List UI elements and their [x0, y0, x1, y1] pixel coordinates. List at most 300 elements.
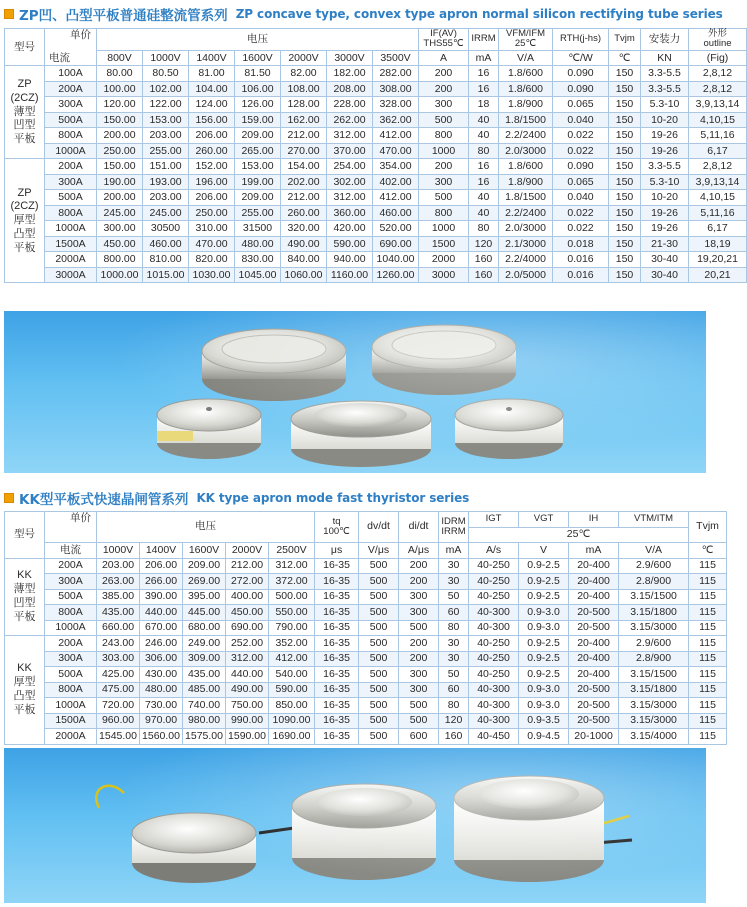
table-cell: 203.00	[143, 190, 189, 206]
table-cell: 300A	[45, 574, 97, 590]
table-cell: 500	[399, 713, 439, 729]
table-cell: 2000	[419, 252, 469, 268]
table-cell: 2,8,12	[689, 81, 747, 97]
table-cell: 10-20	[641, 112, 689, 128]
col-header-tq-line1: tq	[332, 515, 341, 527]
table-cell: 16-35	[315, 651, 359, 667]
table-cell: 0.9-2.5	[519, 558, 569, 574]
table-cell: 190.00	[97, 174, 143, 190]
table-cell: 800A	[45, 205, 97, 221]
table-cell: 460.00	[373, 205, 419, 221]
table-cell: 1575.00	[183, 729, 226, 745]
table-cell: 0.9-4.5	[519, 729, 569, 745]
table-cell: 60	[439, 682, 469, 698]
table-cell: 249.00	[183, 636, 226, 652]
table-cell: 150	[609, 252, 641, 268]
table-row	[5, 713, 727, 729]
table-row	[5, 143, 747, 159]
table-cell: 16	[469, 159, 499, 175]
table-cell: 5,11,16	[689, 205, 747, 221]
table-cell: 500A	[45, 667, 97, 683]
col-header-price: 单价	[70, 512, 91, 524]
table-cell: 30	[439, 558, 469, 574]
table-cell: 128.00	[281, 97, 327, 113]
table-cell: 266.00	[140, 574, 183, 590]
table-cell: 50	[439, 589, 469, 605]
table-cell: 500	[359, 636, 399, 652]
table-cell: 300	[399, 589, 439, 605]
table-cell: 850.00	[269, 698, 315, 714]
table-cell: 40-300	[469, 605, 519, 621]
table-cell: 0.022	[553, 205, 609, 221]
table-cell: 115	[689, 620, 727, 636]
table-cell: 115	[689, 589, 727, 605]
table-row	[5, 636, 727, 652]
col-header-temp: 25℃	[469, 527, 689, 543]
table-cell: 115	[689, 605, 727, 621]
table-cell: 208.00	[327, 81, 373, 97]
col-header-unit: A/s	[469, 543, 519, 559]
group-label	[5, 636, 45, 745]
table-cell: 300	[419, 174, 469, 190]
table-cell: 0.018	[553, 236, 609, 252]
table-cell: 20-400	[569, 667, 619, 683]
table-row	[5, 190, 747, 206]
table-cell: 1000A	[45, 620, 97, 636]
table-cell: 2.2/4000	[499, 252, 553, 268]
table-cell: 246.00	[140, 636, 183, 652]
table-cell: 50	[439, 667, 469, 683]
col-header-unit: (Fig)	[689, 50, 747, 66]
table-cell: 500	[359, 729, 399, 745]
table-cell: 960.00	[97, 713, 140, 729]
table-cell: 30	[439, 574, 469, 590]
table-cell: 390.00	[140, 589, 183, 605]
kk-header-row-1	[5, 512, 727, 528]
table-cell: 500A	[45, 112, 97, 128]
table-cell: 1090.00	[269, 713, 315, 729]
col-header-tvjm: Tvjm	[689, 512, 727, 543]
table-cell: 100.00	[97, 81, 143, 97]
col-header-tvjm: Tvjm	[609, 29, 641, 51]
table-cell: 40-250	[469, 589, 519, 605]
table-cell: 16-35	[315, 698, 359, 714]
table-cell: 80	[469, 221, 499, 237]
table-cell: 300.00	[97, 221, 143, 237]
table-cell: 500A	[45, 589, 97, 605]
col-header-idrm-line2: IRRM	[441, 526, 466, 537]
table-cell: 16-35	[315, 713, 359, 729]
table-cell: 20-400	[569, 651, 619, 667]
group-label	[5, 159, 45, 283]
group-label-line: 平板	[13, 133, 36, 145]
table-cell: 480.00	[235, 236, 281, 252]
table-cell: 400.00	[226, 589, 269, 605]
table-cell: 470.00	[189, 236, 235, 252]
col-header-vfm	[499, 29, 553, 51]
table-cell: 450.00	[97, 236, 143, 252]
table-cell: 228.00	[327, 97, 373, 113]
col-header-model: 型号	[5, 29, 45, 66]
table-cell: 660.00	[97, 620, 140, 636]
table-cell: 19-26	[641, 205, 689, 221]
table-cell: 3000	[419, 267, 469, 283]
table-cell: 412.00	[269, 651, 315, 667]
table-cell: 200A	[45, 159, 97, 175]
table-cell: 312.00	[269, 558, 315, 574]
table-cell: 395.00	[183, 589, 226, 605]
table-cell: 150	[609, 267, 641, 283]
group-label-line: 平板	[13, 610, 36, 623]
col-header-unit: V/A	[619, 543, 689, 559]
table-cell: 19-26	[641, 143, 689, 159]
table-cell: 200	[419, 159, 469, 175]
col-header-if-line1: IF(AV)	[430, 28, 457, 39]
group-label-line: 薄型	[13, 105, 36, 118]
table-cell: 150	[609, 128, 641, 144]
col-header-voltage-value: 800V	[97, 50, 143, 66]
kk-title-cn: KK型平板式快速晶闸管系列	[19, 492, 189, 508]
zp-title-cn: ZP凹、凸型平板普通硅整流管系列	[19, 8, 228, 24]
table-cell: 200	[399, 574, 439, 590]
table-cell: 160	[469, 267, 499, 283]
table-cell: 2.1/3000	[499, 236, 553, 252]
table-cell: 0.040	[553, 190, 609, 206]
table-row	[5, 252, 747, 268]
table-cell: 300A	[45, 97, 97, 113]
table-cell: 2.2/2400	[499, 205, 553, 221]
col-header-unit: mA	[469, 50, 499, 66]
table-cell: 20-500	[569, 713, 619, 729]
table-cell: 159.00	[235, 112, 281, 128]
table-cell: 590.00	[269, 682, 315, 698]
table-cell: 150	[609, 112, 641, 128]
table-cell: 440.00	[140, 605, 183, 621]
table-cell: 31500	[235, 221, 281, 237]
table-cell: 16-35	[315, 558, 359, 574]
table-cell: 80.00	[97, 66, 143, 82]
col-header-force: 安装力	[641, 29, 689, 51]
table-cell: 150.00	[97, 112, 143, 128]
table-cell: 30-40	[641, 252, 689, 268]
table-cell: 200	[399, 651, 439, 667]
table-cell: 150	[609, 236, 641, 252]
table-cell: 20-400	[569, 558, 619, 574]
table-cell: 425.00	[97, 667, 140, 683]
table-cell: 2.0/3000	[499, 143, 553, 159]
table-cell: 1000.00	[97, 267, 143, 283]
table-cell: 320.00	[281, 221, 327, 237]
table-cell: 115	[689, 713, 727, 729]
table-cell: 255.00	[143, 143, 189, 159]
table-cell: 0.016	[553, 252, 609, 268]
group-label-line: 平板	[13, 241, 36, 254]
table-cell: 440.00	[226, 667, 269, 683]
table-cell: 690.00	[226, 620, 269, 636]
table-cell: 104.00	[189, 81, 235, 97]
table-cell: 255.00	[235, 205, 281, 221]
col-header-model: 型号	[5, 512, 45, 559]
table-cell: 150	[609, 190, 641, 206]
table-cell: 500	[399, 620, 439, 636]
group-label-line: 凸型	[13, 689, 36, 702]
table-cell: 450.00	[226, 605, 269, 621]
table-cell: 420.00	[327, 221, 373, 237]
title-marker-icon	[4, 9, 14, 19]
table-cell: 150	[609, 66, 641, 82]
table-cell: 40	[469, 128, 499, 144]
table-row	[5, 66, 747, 82]
table-cell: 500	[399, 698, 439, 714]
table-cell: 120	[469, 236, 499, 252]
table-cell: 0.9-2.5	[519, 574, 569, 590]
group-label-line: 薄型	[13, 583, 36, 595]
table-cell: 500	[419, 112, 469, 128]
table-cell: 1.8/1500	[499, 112, 553, 128]
col-header-tq-line2: 100℃	[323, 526, 350, 537]
table-cell: 1690.00	[269, 729, 315, 745]
col-header-outline-line2: outline	[703, 38, 732, 50]
col-header-unit: μs	[315, 543, 359, 559]
col-header-tq	[315, 512, 359, 543]
table-cell: 156.00	[189, 112, 235, 128]
table-cell: 0.9-3.0	[519, 605, 569, 621]
table-row	[5, 159, 747, 175]
table-cell: 600	[399, 729, 439, 745]
header-corner-cell	[45, 512, 97, 543]
table-cell: 19-26	[641, 128, 689, 144]
table-cell: 3,9,13,14	[689, 174, 747, 190]
table-cell: 800	[419, 128, 469, 144]
col-header-if-line2: THS55℃	[423, 38, 464, 50]
kk-title-en: KK type apron mode fast thyristor series	[196, 491, 470, 505]
col-header-voltage-value: 1000V	[97, 543, 140, 559]
table-cell: 820.00	[189, 252, 235, 268]
table-cell: 1.8/600	[499, 66, 553, 82]
table-cell: 16-35	[315, 589, 359, 605]
header-corner-cell	[45, 29, 97, 66]
col-header-unit: A/μs	[399, 543, 439, 559]
table-cell: 212.00	[226, 558, 269, 574]
table-cell: 199.00	[235, 174, 281, 190]
table-cell: 120	[439, 713, 469, 729]
col-header-voltage-value: 2500V	[269, 543, 315, 559]
table-cell: 209.00	[183, 558, 226, 574]
table-cell: 730.00	[140, 698, 183, 714]
table-cell: 360.00	[327, 205, 373, 221]
col-header-rth: RTH(j-hs)	[553, 29, 609, 51]
table-cell: 30	[439, 651, 469, 667]
table-cell: 990.00	[226, 713, 269, 729]
kk-spec-table	[4, 511, 727, 745]
table-cell: 680.00	[183, 620, 226, 636]
table-cell: 40-300	[469, 620, 519, 636]
table-cell: 200	[399, 636, 439, 652]
table-row	[5, 205, 747, 221]
table-row	[5, 589, 727, 605]
table-cell: 16-35	[315, 682, 359, 698]
group-label-line: ZP	[17, 186, 32, 199]
col-header-unit: V	[519, 543, 569, 559]
table-cell: 500.00	[269, 589, 315, 605]
col-header-idrm-line1: IDRM	[441, 515, 466, 527]
table-cell: 4,10,15	[689, 112, 747, 128]
group-label-line: 厚型	[13, 214, 36, 226]
table-cell: 2.9/600	[619, 636, 689, 652]
table-cell: 1000	[419, 221, 469, 237]
table-cell: 40-250	[469, 651, 519, 667]
table-cell: 150.00	[97, 159, 143, 175]
table-cell: 800A	[45, 605, 97, 621]
zp-product-photo	[4, 311, 706, 473]
table-cell: 1000	[419, 143, 469, 159]
table-cell: 206.00	[189, 190, 235, 206]
col-header-vfm-line2: 25℃	[514, 38, 537, 50]
table-row	[5, 574, 727, 590]
col-header-voltage: 电压	[97, 512, 315, 543]
table-cell: 40-450	[469, 729, 519, 745]
col-header-voltage-value: 2000V	[281, 50, 327, 66]
table-cell: 30-40	[641, 267, 689, 283]
table-cell: 2.8/900	[619, 651, 689, 667]
col-header-current: 电流	[49, 52, 70, 65]
table-cell: 485.00	[183, 682, 226, 698]
table-cell: 480.00	[140, 682, 183, 698]
table-cell: 1.8/900	[499, 97, 553, 113]
table-cell: 0.9-3.5	[519, 713, 569, 729]
table-cell: 500	[359, 558, 399, 574]
table-row	[5, 97, 747, 113]
table-cell: 206.00	[189, 128, 235, 144]
group-label-line: 凸型	[13, 227, 36, 240]
col-header-unit: V/A	[499, 50, 553, 66]
table-cell: 80	[439, 698, 469, 714]
kk-header-row-3	[5, 543, 727, 559]
table-cell: 670.00	[140, 620, 183, 636]
col-header-igt: IGT	[469, 512, 519, 528]
zp-spec-table	[4, 28, 747, 283]
col-header-vgt: VGT	[519, 512, 569, 528]
table-cell: 150	[609, 143, 641, 159]
table-cell: 200A	[45, 81, 97, 97]
table-cell: 500	[359, 589, 399, 605]
table-cell: 800	[419, 205, 469, 221]
table-cell: 200	[419, 66, 469, 82]
table-row	[5, 558, 727, 574]
table-cell: 100A	[45, 66, 97, 82]
table-row	[5, 667, 727, 683]
table-cell: 160	[469, 252, 499, 268]
table-cell: 269.00	[183, 574, 226, 590]
table-cell: 203.00	[97, 558, 140, 574]
table-cell: 150	[609, 97, 641, 113]
table-cell: 1.8/1500	[499, 190, 553, 206]
table-cell: 19,20,21	[689, 252, 747, 268]
table-cell: 3.3-5.5	[641, 81, 689, 97]
table-cell: 520.00	[373, 221, 419, 237]
zp-header-row-2	[5, 50, 747, 66]
table-cell: 470.00	[373, 143, 419, 159]
table-cell: 435.00	[97, 605, 140, 621]
table-cell: 2.8/900	[619, 574, 689, 590]
table-cell: 40-300	[469, 698, 519, 714]
table-cell: 203.00	[143, 128, 189, 144]
table-cell: 18,19	[689, 236, 747, 252]
table-cell: 60	[439, 605, 469, 621]
table-cell: 80.50	[143, 66, 189, 82]
table-cell: 309.00	[183, 651, 226, 667]
group-label-line: (2CZ)	[10, 200, 39, 213]
col-header-unit: A	[419, 50, 469, 66]
group-label-line: 凹型	[13, 596, 36, 609]
table-row	[5, 605, 727, 621]
table-cell: 740.00	[183, 698, 226, 714]
group-label-line: KK	[17, 569, 32, 582]
table-cell: 0.022	[553, 143, 609, 159]
table-row	[5, 267, 747, 283]
table-cell: 3.15/3000	[619, 698, 689, 714]
table-cell: 115	[689, 574, 727, 590]
table-cell: 312.00	[327, 190, 373, 206]
table-cell: 200	[419, 81, 469, 97]
table-cell: 0.022	[553, 128, 609, 144]
table-cell: 1.8/900	[499, 174, 553, 190]
table-cell: 0.9-3.0	[519, 620, 569, 636]
table-row	[5, 651, 727, 667]
group-label-line: 凹型	[13, 119, 36, 132]
table-cell: 245.00	[143, 205, 189, 221]
table-cell: 500	[359, 620, 399, 636]
table-cell: 5.3-10	[641, 174, 689, 190]
group-label-line: 厚型	[13, 676, 36, 688]
col-header-outline	[689, 29, 747, 51]
table-row	[5, 174, 747, 190]
table-cell: 354.00	[373, 159, 419, 175]
table-cell: 263.00	[97, 574, 140, 590]
table-cell: 20-1000	[569, 729, 619, 745]
table-cell: 970.00	[140, 713, 183, 729]
table-cell: 1.8/600	[499, 159, 553, 175]
table-row	[5, 698, 727, 714]
table-cell: 302.00	[327, 174, 373, 190]
table-cell: 115	[689, 729, 727, 745]
table-cell: 3.15/4000	[619, 729, 689, 745]
table-cell: 16-35	[315, 620, 359, 636]
table-cell: 1545.00	[97, 729, 140, 745]
table-cell: 435.00	[183, 667, 226, 683]
table-cell: 150	[609, 205, 641, 221]
table-cell: 540.00	[269, 667, 315, 683]
table-cell: 303.00	[97, 651, 140, 667]
col-header-unit: ℃/W	[553, 50, 609, 66]
group-label	[5, 66, 45, 159]
table-cell: 160	[439, 729, 469, 745]
table-cell: 0.090	[553, 159, 609, 175]
table-cell: 108.00	[281, 81, 327, 97]
table-cell: 800A	[45, 682, 97, 698]
table-cell: 196.00	[189, 174, 235, 190]
group-label-line: 平板	[13, 703, 36, 716]
table-cell: 265.00	[235, 143, 281, 159]
table-cell: 372.00	[269, 574, 315, 590]
table-cell: 2.2/2400	[499, 128, 553, 144]
table-cell: 5,11,16	[689, 128, 747, 144]
table-row	[5, 128, 747, 144]
table-cell: 2000A	[45, 729, 97, 745]
table-cell: 30	[439, 636, 469, 652]
group-label-line: KK	[17, 662, 32, 675]
col-header-unit: mA	[569, 543, 619, 559]
